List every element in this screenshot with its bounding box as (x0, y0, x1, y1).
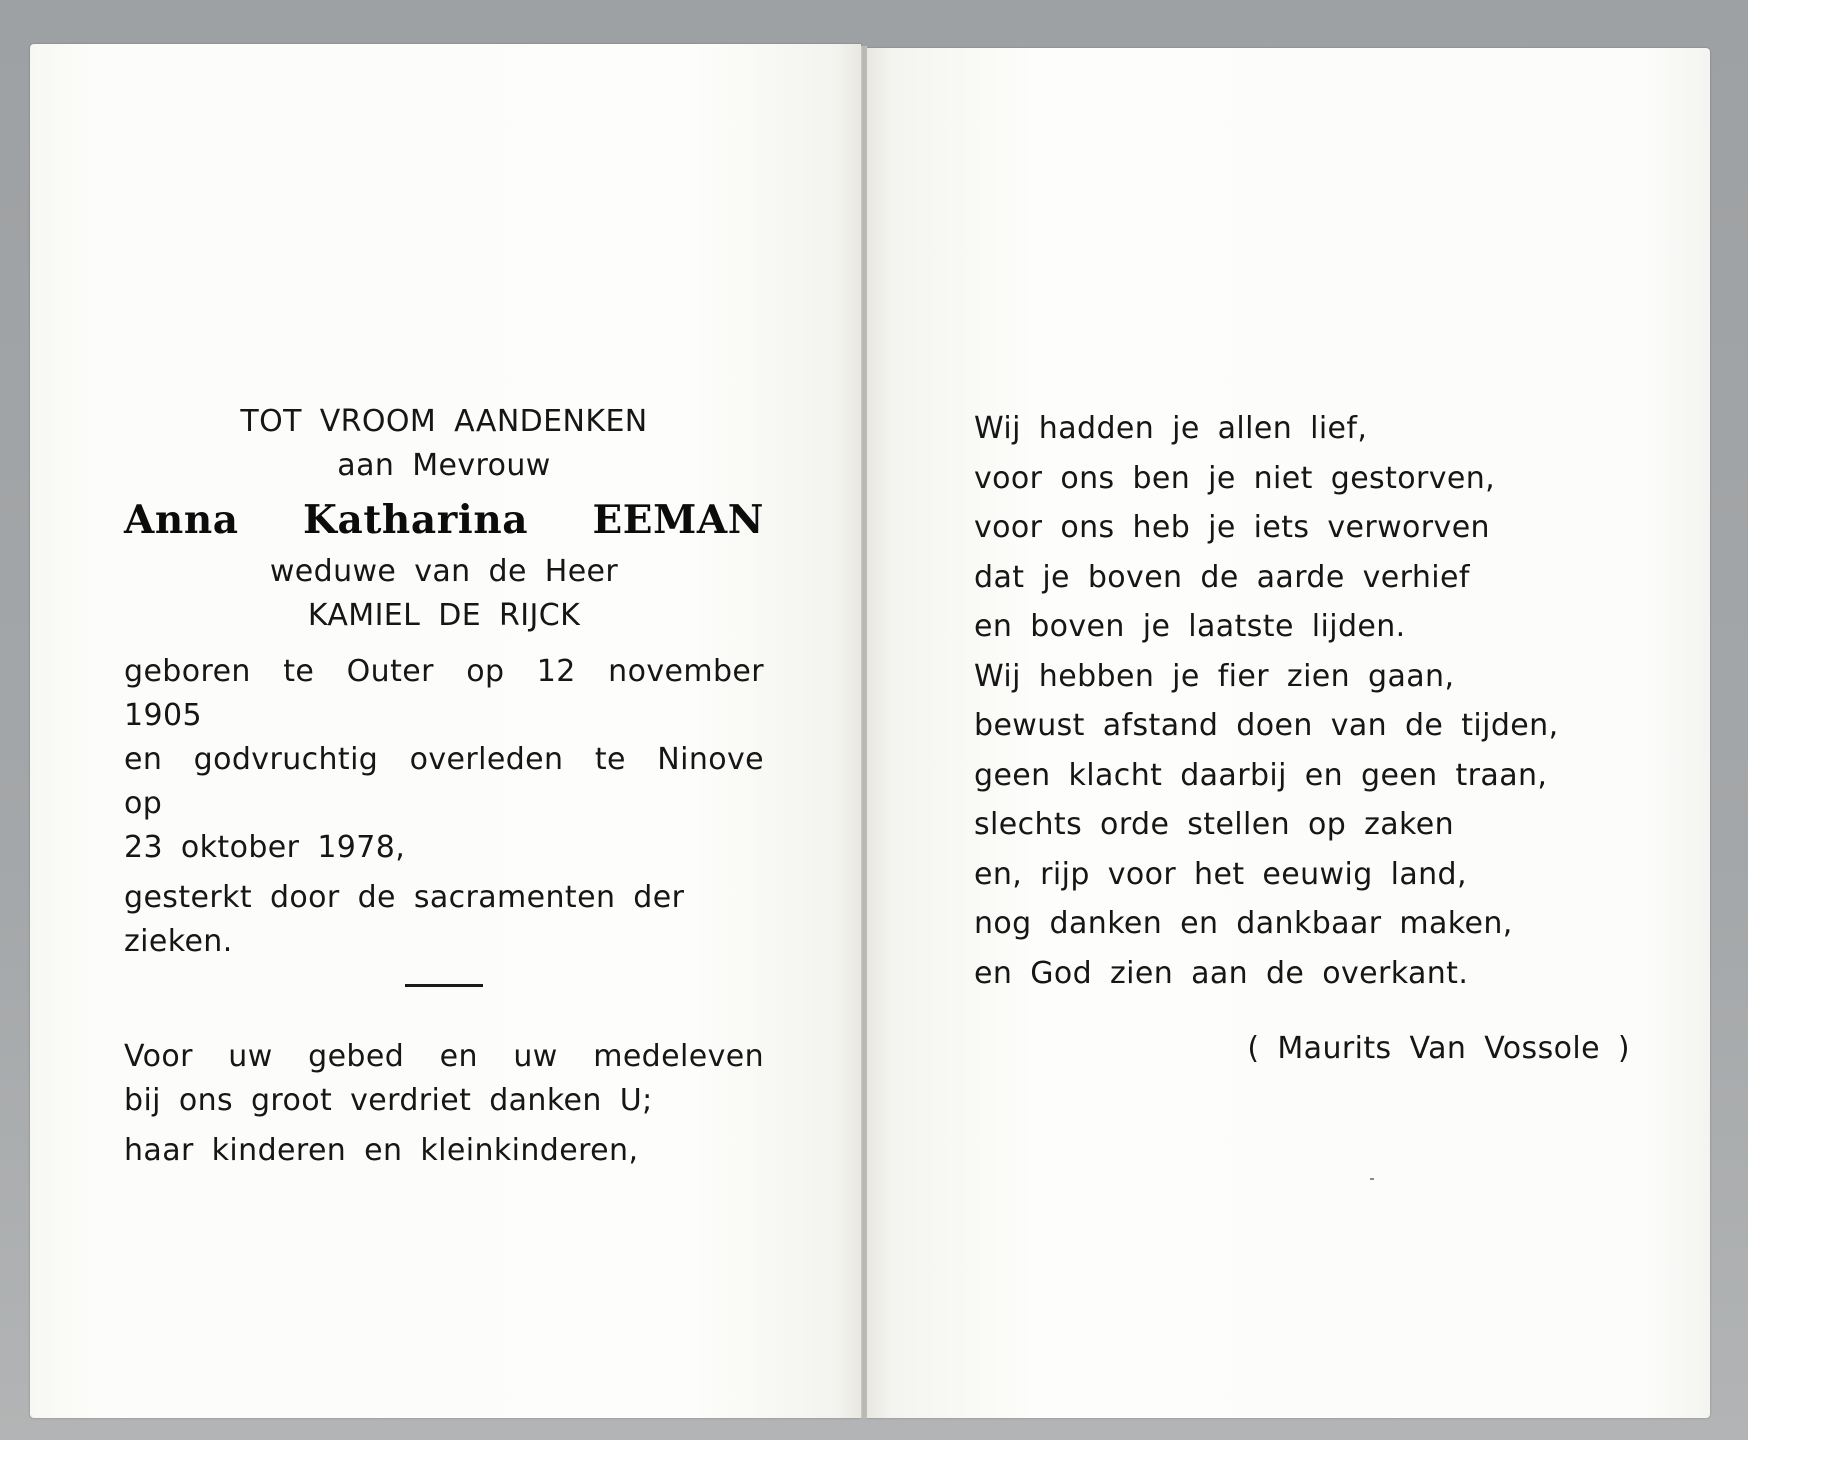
poem-line: en God zien aan de overkant. (974, 955, 1469, 991)
poem-line: Wij hadden je allen lief, (974, 411, 1368, 446)
poem-line: en boven je laatste lijden. (974, 609, 1406, 644)
divider (405, 984, 483, 987)
poem-line: Wij hebben je fier zien gaan, (974, 658, 1455, 694)
poem (974, 404, 1634, 1074)
bio-line: en godvruchtig overleden te Ninove op (124, 742, 764, 821)
poem-line: voor ons ben je niet gestorven, (974, 460, 1496, 496)
paper-speck (1370, 1178, 1374, 1180)
bio-line: gesterkt door de sacramenten der zieken. (124, 880, 685, 959)
thanks-line: bij ons groot verdriet danken U; (124, 1083, 653, 1118)
salutation: aan Mevrouw (337, 448, 551, 483)
thanks-line: haar kinderen en kleinkinderen, (124, 1133, 639, 1168)
memorial-text (124, 400, 764, 1173)
poem-author: ( Maurits Van Vossole ) (1247, 1031, 1630, 1066)
poem-line: voor ons heb je iets verworven (974, 510, 1490, 545)
memorial-heading: TOT VROOM AANDENKEN (240, 404, 648, 439)
poem-line: nog danken en dankbaar maken, (974, 906, 1513, 941)
widow-line: weduwe van de Heer (269, 554, 619, 589)
poem-line: geen klacht daarbij en geen traan, (974, 757, 1548, 793)
first-name: Anna (124, 497, 239, 543)
last-name: EEMAN (592, 497, 764, 543)
thanks-line: Voor uw gebed en uw medeleven (124, 1039, 764, 1074)
husband-name: KAMIEL DE RIJCK (307, 598, 581, 633)
poem-line: bewust afstand doen van de tijden, (974, 708, 1559, 743)
poem-line: dat je boven de aarde verhief (974, 559, 1470, 595)
bio-line: 23 oktober 1978, (124, 830, 406, 865)
bio-line: geboren te Outer op 12 november 1905 (124, 654, 764, 733)
deceased-name (124, 492, 764, 548)
middle-name: Katharina (302, 497, 529, 543)
poem-line: slechts orde stellen op zaken (974, 807, 1455, 842)
poem-line: en, rijp voor het eeuwig land, (974, 856, 1467, 892)
